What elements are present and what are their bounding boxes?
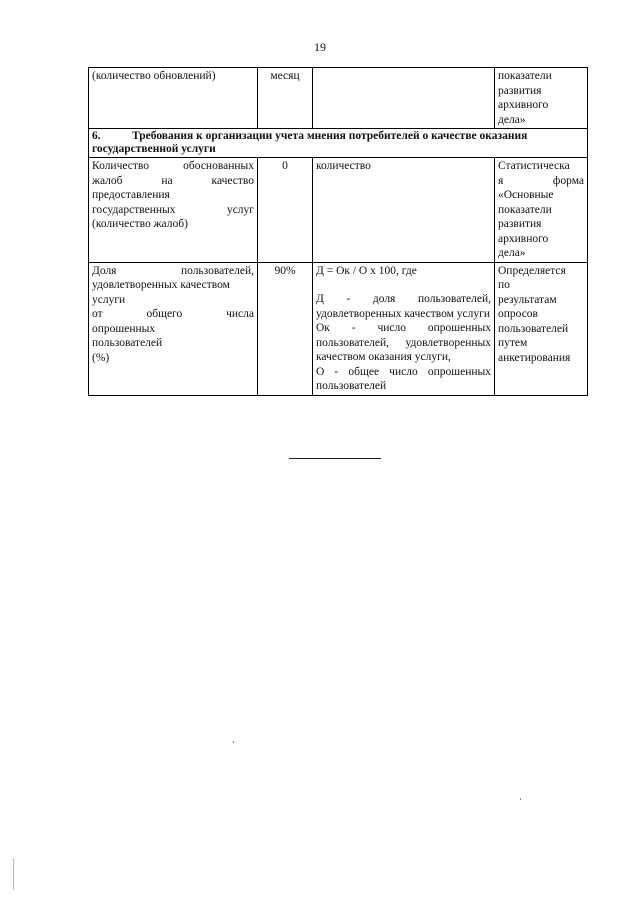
source-line: анкетирования bbox=[498, 351, 571, 364]
section-title-line bbox=[92, 130, 584, 143]
page-number: 19 bbox=[314, 40, 326, 54]
indicator-text: (количество обновлений) bbox=[92, 70, 216, 82]
indicator-line: опрошенных bbox=[92, 322, 156, 335]
scan-speck bbox=[13, 858, 14, 890]
table-row bbox=[89, 68, 588, 129]
formula-text: Д = Ок / О х 100, где bbox=[316, 264, 417, 277]
indicator-cell bbox=[89, 262, 258, 395]
section-header-cell bbox=[89, 129, 588, 158]
method-text: количество bbox=[316, 160, 371, 172]
indicator-cell bbox=[89, 68, 258, 129]
value-cell bbox=[258, 262, 313, 395]
source-cell bbox=[495, 262, 588, 395]
method-cell bbox=[313, 158, 495, 263]
end-rule bbox=[289, 458, 381, 459]
source-line: пользователей bbox=[498, 322, 569, 335]
source-cell bbox=[495, 158, 588, 263]
ok-definition: Ок - число опрошенных пользователей, удовлетворенных качеством оказания услуги, bbox=[316, 322, 491, 363]
value-cell bbox=[258, 158, 313, 263]
d-definition: Д - доля пользователей, удовлетворенных качеством услуги bbox=[316, 293, 491, 320]
indicator-line: удовлетворенных качеством bbox=[92, 279, 230, 291]
source-line: «Основные bbox=[498, 189, 554, 201]
source-line: показатели bbox=[498, 203, 552, 216]
source-line: дела» bbox=[498, 247, 526, 259]
source-line: развития bbox=[498, 84, 542, 97]
source-line: результатам bbox=[498, 293, 557, 306]
indicator-line: жалоб на качество bbox=[92, 174, 254, 187]
scan-speck bbox=[233, 741, 234, 743]
table-row bbox=[89, 262, 588, 395]
indicator-line: (количество жалоб) bbox=[92, 218, 188, 230]
method-cell bbox=[313, 262, 495, 395]
source-line: архивного bbox=[498, 99, 549, 111]
section-number: 6. bbox=[92, 130, 101, 142]
o-definition: О - общее число опрошенных пользователей bbox=[316, 365, 491, 392]
unit-text: месяц bbox=[270, 70, 300, 82]
indicator-line: пользователей bbox=[92, 337, 163, 349]
source-line: я форма bbox=[498, 174, 584, 187]
indicator-line: от общего числа bbox=[92, 308, 254, 320]
source-line: по bbox=[498, 279, 510, 291]
source-line: Статистическа bbox=[498, 160, 570, 172]
section-title-line-2: государственной услуги bbox=[92, 143, 216, 155]
source-line: показатели bbox=[498, 70, 552, 82]
scan-speck bbox=[520, 798, 521, 800]
source-cell bbox=[495, 68, 588, 129]
unit-cell bbox=[258, 68, 313, 129]
indicator-line: предоставления bbox=[92, 189, 170, 201]
section-header-row bbox=[89, 129, 588, 158]
value-text: 90% bbox=[274, 264, 296, 277]
requirements-table bbox=[88, 67, 588, 396]
source-line: опросов bbox=[498, 308, 538, 320]
indicator-line: (%) bbox=[92, 351, 110, 364]
source-line: дела» bbox=[498, 113, 526, 126]
value-text: 0 bbox=[282, 160, 288, 172]
indicator-cell bbox=[89, 158, 258, 263]
indicator-line: услуги bbox=[92, 293, 126, 306]
indicator-line: государственных услуг bbox=[92, 203, 254, 216]
table-row bbox=[89, 158, 588, 263]
indicator-line: Доля пользователей, bbox=[92, 264, 254, 277]
section-title: Требования к организации учета мнения потребителей о качестве оказания bbox=[132, 130, 528, 142]
source-line: путем bbox=[498, 337, 528, 349]
source-line: Определяется bbox=[498, 264, 566, 277]
method-cell bbox=[313, 68, 495, 129]
source-line: развития bbox=[498, 218, 542, 230]
source-line: архивного bbox=[498, 232, 549, 245]
indicator-line: Количество обоснованных bbox=[92, 160, 254, 172]
